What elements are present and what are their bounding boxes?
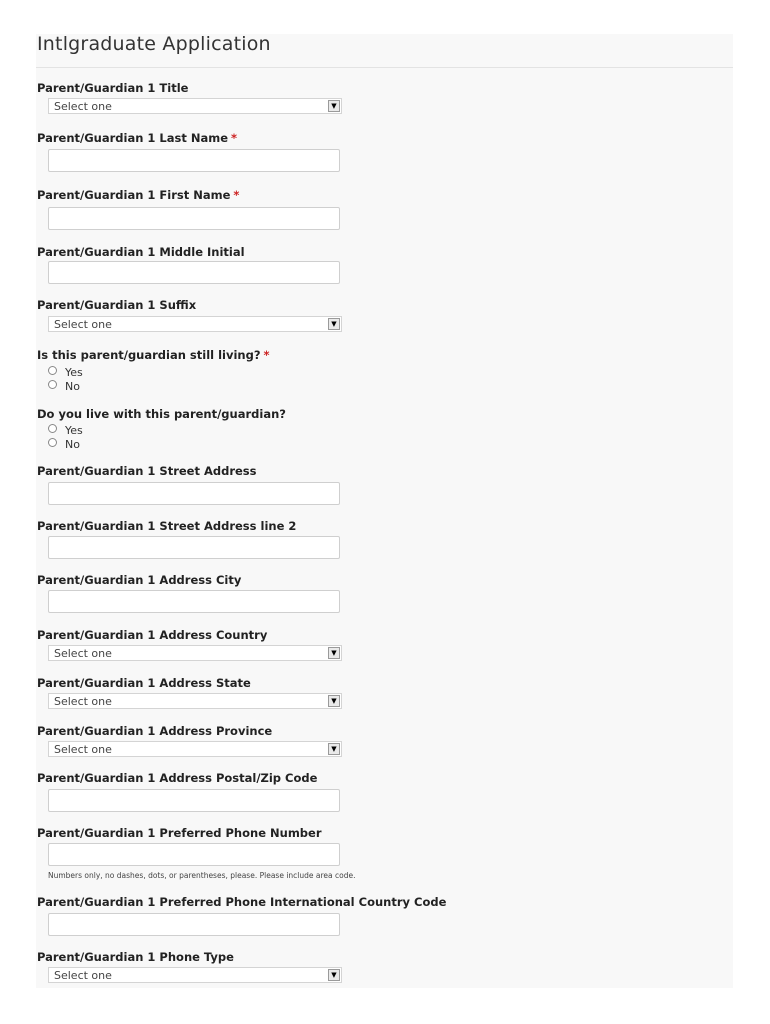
live-with-no-option[interactable]: No: [48, 438, 80, 451]
page-title: Intlgraduate Application: [37, 33, 271, 55]
still-living-yes-option[interactable]: Yes: [48, 366, 83, 379]
title-select[interactable]: [48, 98, 342, 114]
province-label: Parent/Guardian 1 Address Province: [37, 724, 273, 738]
last-name-input[interactable]: [48, 149, 340, 172]
chevron-down-icon: ▼: [328, 647, 340, 659]
province-select-value: Select one: [54, 743, 112, 756]
province-select[interactable]: [48, 741, 342, 757]
required-asterisk: *: [231, 131, 238, 145]
required-asterisk: *: [233, 188, 240, 202]
chevron-down-icon: ▼: [328, 695, 340, 707]
country-select[interactable]: [48, 645, 342, 661]
street-address-label: Parent/Guardian 1 Street Address: [37, 464, 257, 478]
first-name-label: Parent/Guardian 1 First Name *: [37, 188, 240, 202]
chevron-down-icon: ▼: [328, 743, 340, 755]
country-select-value: Select one: [54, 647, 112, 660]
city-label: Parent/Guardian 1 Address City: [37, 573, 242, 587]
required-asterisk: *: [263, 348, 270, 362]
chevron-down-icon: ▼: [328, 969, 340, 981]
title-divider: [36, 67, 733, 68]
postal-code-input[interactable]: [48, 789, 340, 812]
middle-initial-label: Parent/Guardian 1 Middle Initial: [37, 245, 245, 259]
still-living-no-option[interactable]: No: [48, 380, 80, 393]
phone-type-select-value: Select one: [54, 969, 112, 982]
suffix-label: Parent/Guardian 1 Suffix: [37, 298, 197, 312]
phone-help-text: Numbers only, no dashes, dots, or parentheses, please. Please include area code.: [48, 871, 356, 880]
postal-code-label: Parent/Guardian 1 Address Postal/Zip Code: [37, 771, 318, 785]
first-name-input[interactable]: [48, 207, 340, 230]
radio-button[interactable]: [48, 424, 57, 433]
title-select-value: Select one: [54, 100, 112, 113]
state-label: Parent/Guardian 1 Address State: [37, 676, 251, 690]
state-select-value: Select one: [54, 695, 112, 708]
phone-number-input[interactable]: [48, 843, 340, 866]
radio-button[interactable]: [48, 380, 57, 389]
phone-number-label: Parent/Guardian 1 Preferred Phone Number: [37, 826, 322, 840]
street-address-2-input[interactable]: [48, 536, 340, 559]
city-input[interactable]: [48, 590, 340, 613]
last-name-label: Parent/Guardian 1 Last Name *: [37, 131, 238, 145]
live-with-label: Do you live with this parent/guardian?: [37, 407, 286, 421]
still-living-label: Is this parent/guardian still living? *: [37, 348, 270, 362]
state-select[interactable]: [48, 693, 342, 709]
live-with-yes-option[interactable]: Yes: [48, 424, 83, 437]
phone-type-label: Parent/Guardian 1 Phone Type: [37, 950, 234, 964]
chevron-down-icon: ▼: [328, 100, 340, 112]
suffix-select[interactable]: [48, 316, 342, 332]
suffix-select-value: Select one: [54, 318, 112, 331]
street-address-input[interactable]: [48, 482, 340, 505]
title-label: Parent/Guardian 1 Title: [37, 81, 189, 95]
chevron-down-icon: ▼: [328, 318, 340, 330]
phone-country-code-label: Parent/Guardian 1 Preferred Phone International Country Code: [37, 895, 447, 909]
street-address-2-label: Parent/Guardian 1 Street Address line 2: [37, 519, 297, 533]
middle-initial-input[interactable]: [48, 261, 340, 284]
country-label: Parent/Guardian 1 Address Country: [37, 628, 268, 642]
radio-button[interactable]: [48, 438, 57, 447]
phone-country-code-input[interactable]: [48, 913, 340, 936]
radio-button[interactable]: [48, 366, 57, 375]
phone-type-select[interactable]: [48, 967, 342, 983]
